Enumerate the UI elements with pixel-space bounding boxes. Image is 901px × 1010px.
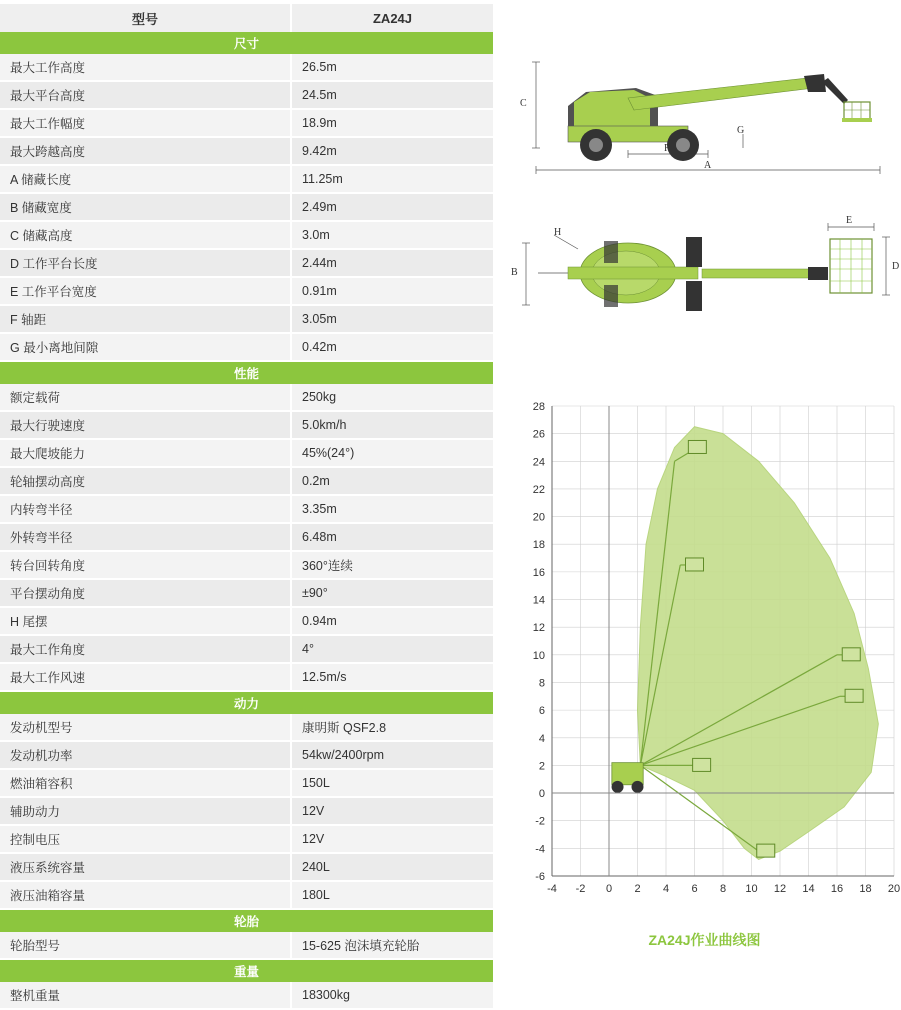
svg-text:6: 6 [538, 705, 545, 718]
spec-label: 额定载荷 [0, 384, 291, 411]
spec-value: 54kw/2400rpm [291, 741, 493, 769]
spec-label: F 轴距 [0, 305, 291, 333]
spec-label: 平台摆动角度 [0, 579, 291, 607]
spec-label: H 尾摆 [0, 607, 291, 635]
spec-value: 12.5m/s [291, 663, 493, 691]
svg-text:0: 0 [538, 788, 545, 801]
spec-value: 24.5m [291, 81, 493, 109]
spec-value: 240L [291, 853, 493, 881]
spec-label: 发动机功率 [0, 741, 291, 769]
table-row [0, 523, 493, 551]
table-row [0, 467, 493, 495]
svg-text:28: 28 [532, 401, 545, 413]
table-row [0, 663, 493, 691]
spec-label: C 储藏高度 [0, 221, 291, 249]
table-row [0, 305, 493, 333]
svg-text:12: 12 [773, 883, 787, 895]
spec-value: 18300kg [291, 982, 493, 1009]
spec-label: 最大工作角度 [0, 635, 291, 663]
svg-text:2: 2 [634, 883, 641, 895]
spec-value: 360°连续 [291, 551, 493, 579]
table-row [0, 81, 493, 109]
spec-label: 辅助动力 [0, 797, 291, 825]
svg-text:16: 16 [532, 566, 545, 579]
spec-label: 最大平台高度 [0, 81, 291, 109]
svg-text:20: 20 [887, 883, 901, 895]
table-section-header [0, 909, 493, 932]
dim-label-B: B [511, 267, 518, 278]
spec-value: 12V [291, 797, 493, 825]
table-section-title: 动力 [0, 691, 493, 714]
svg-text:8: 8 [719, 883, 727, 895]
svg-text:8: 8 [538, 677, 545, 690]
chart-title: ZA24J作业曲线图 [648, 932, 761, 948]
table-section-title: 尺寸 [0, 32, 493, 54]
spec-label: 发动机型号 [0, 714, 291, 741]
table-row [0, 741, 493, 769]
svg-text:6: 6 [691, 883, 698, 895]
spec-value: 15-625 泡沫填充轮胎 [291, 932, 493, 959]
table-row [0, 881, 493, 909]
spec-value: 5.0km/h [291, 411, 493, 439]
table-row [0, 635, 493, 663]
svg-text:24: 24 [532, 456, 545, 469]
svg-text:4: 4 [662, 883, 670, 895]
spec-label: 液压系统容量 [0, 853, 291, 881]
table-row [0, 439, 493, 467]
spec-label: 整机重量 [0, 982, 291, 1009]
dim-label-G: G [737, 125, 745, 136]
svg-text:16: 16 [830, 883, 844, 895]
spec-value: 3.05m [291, 305, 493, 333]
svg-text:-2: -2 [575, 883, 586, 895]
table-row [0, 551, 493, 579]
svg-text:0: 0 [605, 883, 613, 895]
table-section-title: 重量 [0, 959, 493, 982]
svg-text:18: 18 [859, 883, 872, 895]
dim-label-E: E [846, 215, 853, 226]
spec-label: E 工作平台宽度 [0, 277, 291, 305]
table-row [0, 221, 493, 249]
table-row [0, 714, 493, 741]
table-row [0, 165, 493, 193]
table-row [0, 607, 493, 635]
spec-value: ±90° [291, 579, 493, 607]
spec-value: 康明斯 QSF2.8 [291, 714, 493, 741]
spec-value: 45%(24°) [291, 439, 493, 467]
spec-label: 最大工作幅度 [0, 109, 291, 137]
spec-value: 12V [291, 825, 493, 853]
svg-text:-2: -2 [535, 815, 545, 828]
table-row [0, 54, 493, 81]
spec-value: 250kg [291, 384, 493, 411]
svg-text:18: 18 [532, 539, 545, 552]
dim-label-C: C [520, 98, 527, 109]
table-row [0, 982, 493, 1009]
spec-value: 0.42m [291, 333, 493, 361]
spec-value: 3.0m [291, 221, 493, 249]
spec-label: 燃油箱容积 [0, 769, 291, 797]
svg-text:22: 22 [532, 483, 545, 496]
spec-value: 11.25m [291, 165, 493, 193]
top-view-drawing [508, 215, 901, 335]
table-section-title: 轮胎 [0, 909, 493, 932]
spec-label: 最大工作高度 [0, 54, 291, 81]
working-envelope-chart [508, 398, 901, 918]
dim-label-F: F [664, 143, 670, 154]
spec-value: 0.2m [291, 467, 493, 495]
table-header-value: ZA24J [291, 4, 493, 32]
table-row [0, 411, 493, 439]
table-section-header [0, 32, 493, 54]
svg-text:14: 14 [532, 594, 545, 607]
svg-text:12: 12 [532, 622, 545, 635]
spec-value: 9.42m [291, 137, 493, 165]
table-row [0, 932, 493, 959]
spec-value: 2.44m [291, 249, 493, 277]
spec-value: 26.5m [291, 54, 493, 81]
spec-label: A 储藏长度 [0, 165, 291, 193]
spec-label: 最大爬坡能力 [0, 439, 291, 467]
table-row [0, 769, 493, 797]
table-row [0, 333, 493, 361]
right-column [508, 0, 901, 973]
spec-value: 150L [291, 769, 493, 797]
dim-label-D: D [892, 261, 900, 272]
spec-label: G 最小离地间隙 [0, 333, 291, 361]
specification-table [0, 4, 493, 1010]
spec-value: 4° [291, 635, 493, 663]
table-section-header [0, 361, 493, 384]
spec-value: 3.35m [291, 495, 493, 523]
dim-label-H: H [554, 227, 562, 238]
spec-label: 最大行驶速度 [0, 411, 291, 439]
table-row [0, 579, 493, 607]
svg-text:2: 2 [538, 760, 545, 773]
table-section-header [0, 959, 493, 982]
table-header-row [0, 4, 493, 32]
table-row [0, 109, 493, 137]
spec-label: D 工作平台长度 [0, 249, 291, 277]
svg-text:10: 10 [745, 883, 758, 895]
svg-text:10: 10 [532, 649, 545, 662]
svg-text:14: 14 [802, 883, 815, 895]
table-row [0, 249, 493, 277]
spec-label: B 储藏宽度 [0, 193, 291, 221]
side-view-drawing [508, 30, 901, 215]
spec-label: 最大跨越高度 [0, 137, 291, 165]
table-row [0, 797, 493, 825]
spec-label: 外转弯半径 [0, 523, 291, 551]
table-row [0, 193, 493, 221]
spec-label: 轮轴摆动高度 [0, 467, 291, 495]
table-row [0, 137, 493, 165]
svg-text:-6: -6 [535, 871, 545, 883]
table-section-header [0, 691, 493, 714]
table-row [0, 495, 493, 523]
spec-value: 180L [291, 881, 493, 909]
svg-text:-4: -4 [535, 843, 545, 856]
spec-value: 6.48m [291, 523, 493, 551]
spec-label: 轮胎型号 [0, 932, 291, 959]
table-header-label: 型号 [0, 4, 291, 32]
table-section-title: 性能 [0, 361, 493, 384]
svg-text:26: 26 [532, 428, 545, 441]
spec-label: 转台回转角度 [0, 551, 291, 579]
spec-value: 18.9m [291, 109, 493, 137]
svg-text:-4: -4 [547, 883, 557, 895]
svg-text:20: 20 [532, 511, 545, 524]
dim-label-A: A [704, 160, 712, 171]
table-row [0, 384, 493, 411]
svg-text:4: 4 [538, 732, 545, 745]
spec-label: 控制电压 [0, 825, 291, 853]
spec-label: 最大工作风速 [0, 663, 291, 691]
spec-label: 内转弯半径 [0, 495, 291, 523]
table-row [0, 277, 493, 305]
spec-value: 0.91m [291, 277, 493, 305]
table-row [0, 825, 493, 853]
table-row [0, 853, 493, 881]
spec-value: 0.94m [291, 607, 493, 635]
spec-value: 2.49m [291, 193, 493, 221]
spec-label: 液压油箱容量 [0, 881, 291, 909]
